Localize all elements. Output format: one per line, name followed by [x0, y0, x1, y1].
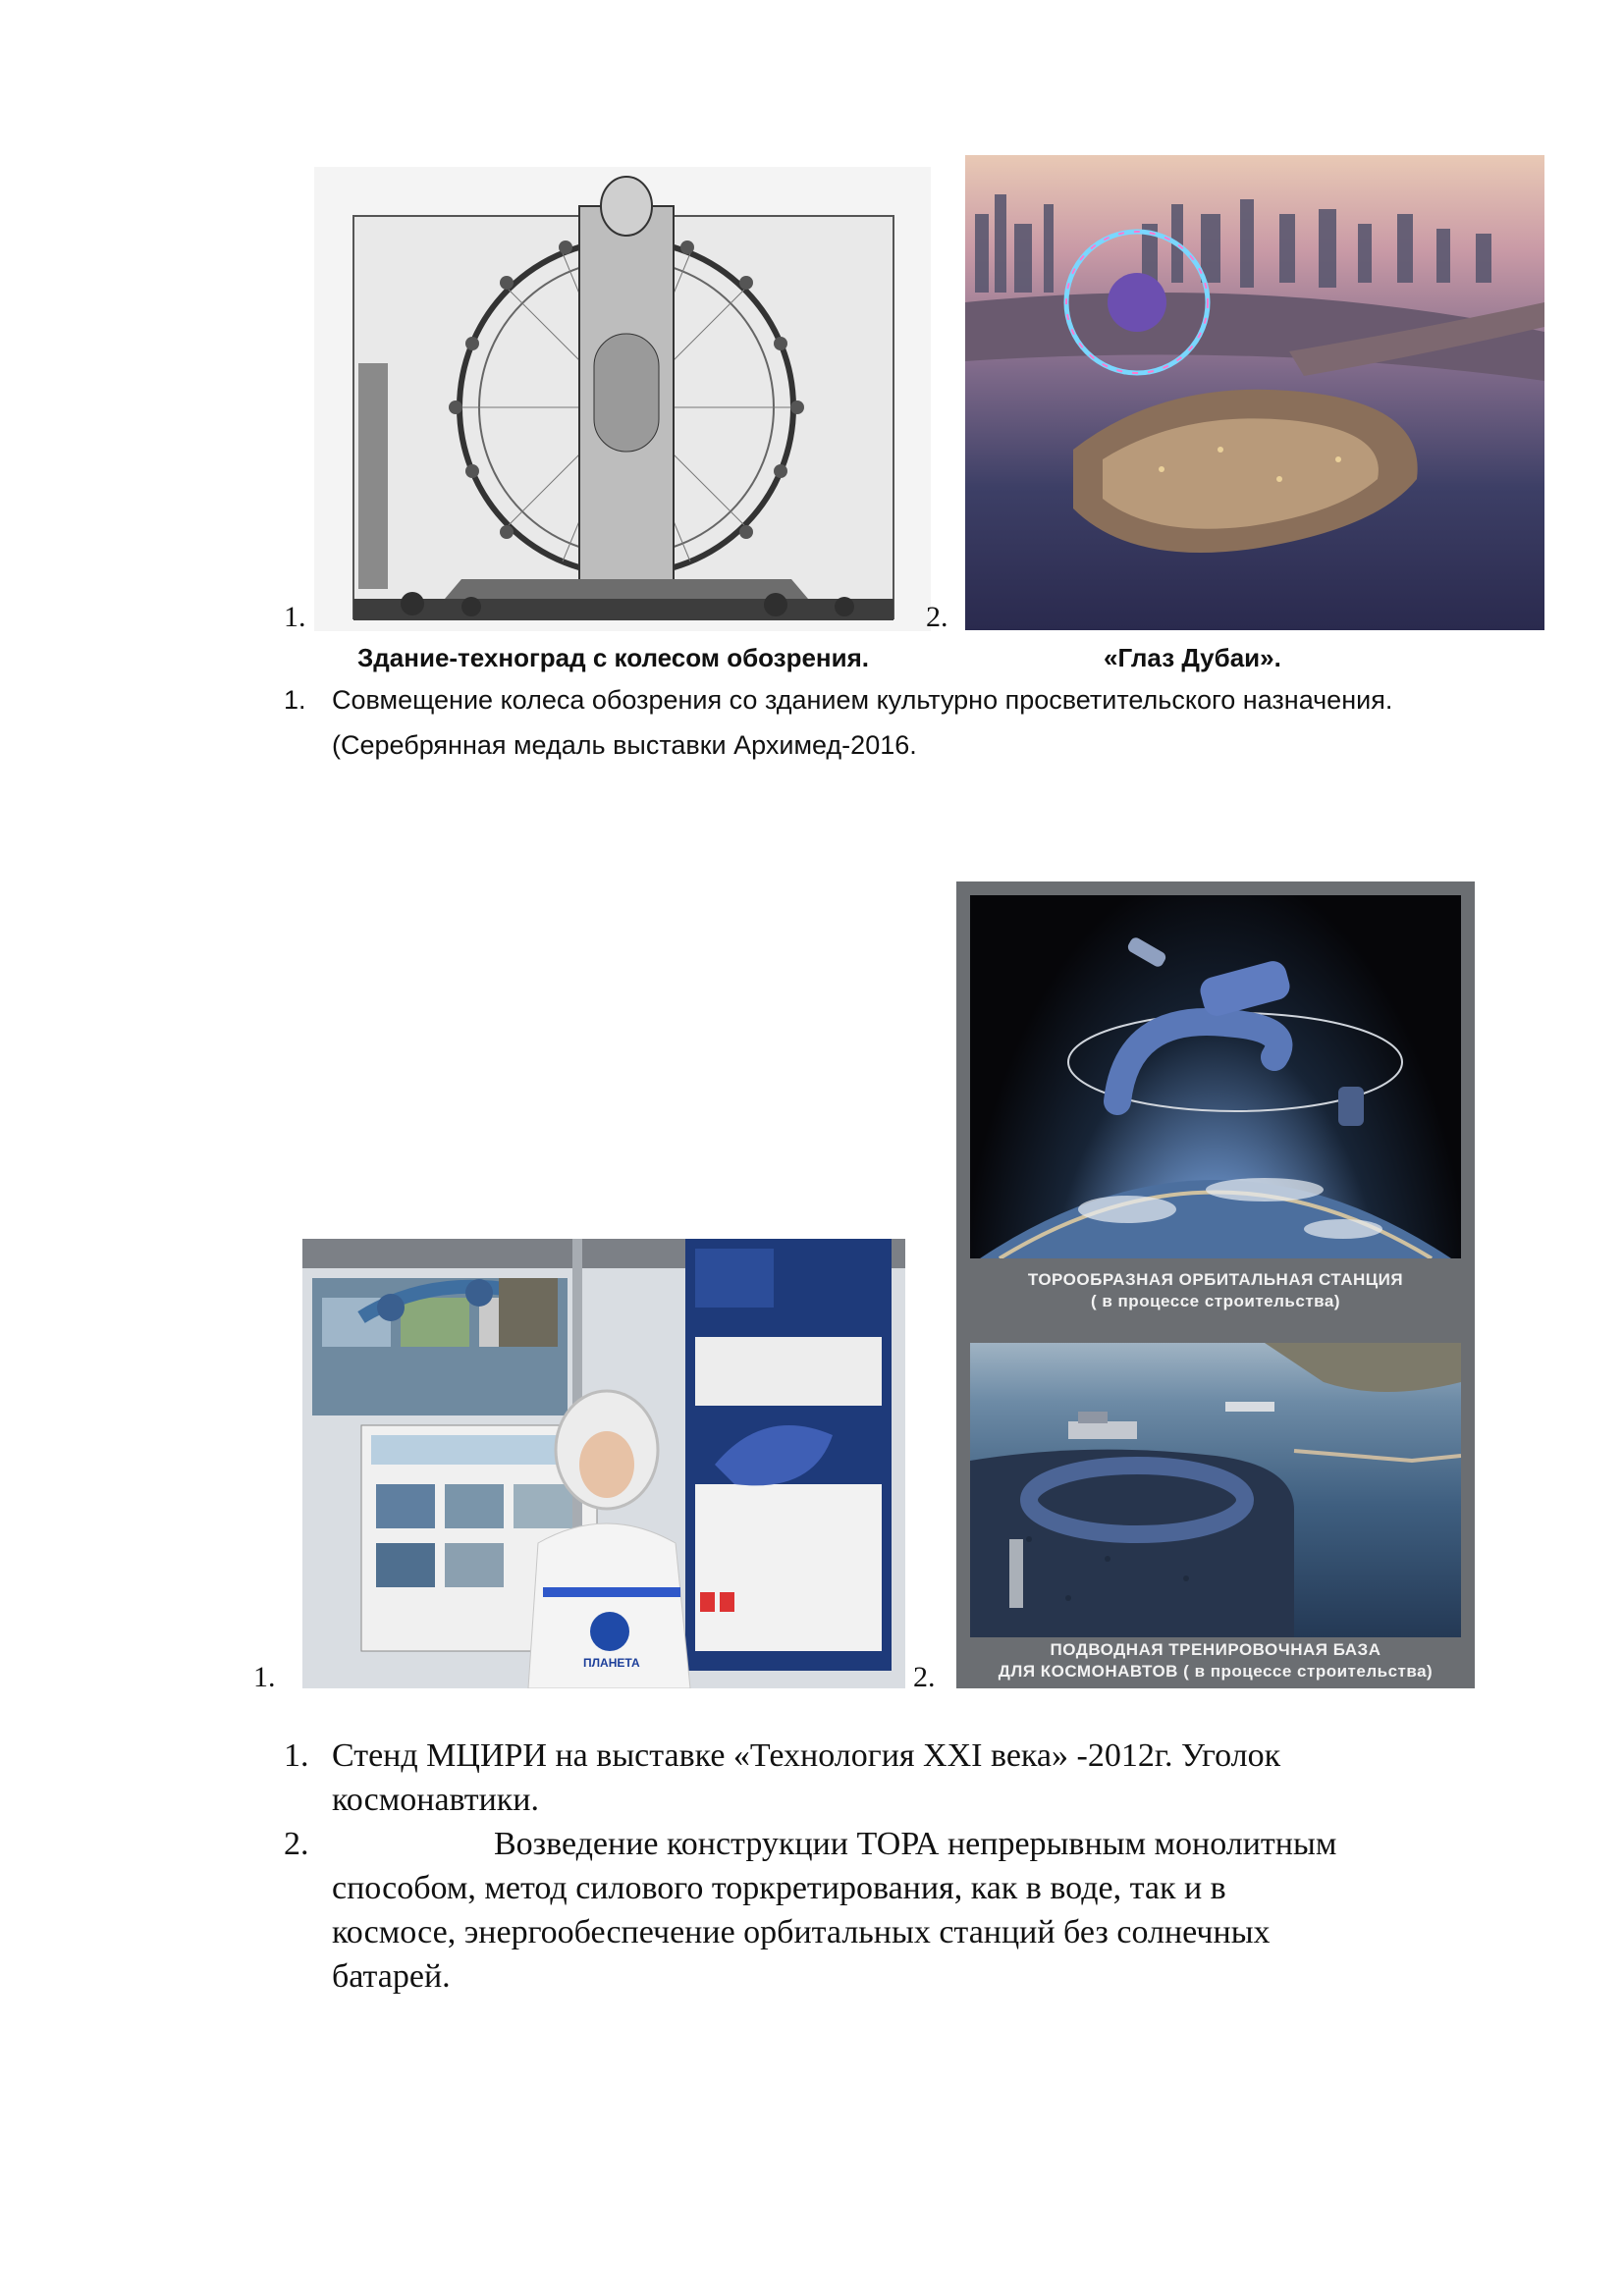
exhibition-stand-photo — [302, 1239, 905, 1688]
figure-number-1: 1. — [284, 601, 306, 633]
figure-number-2b: 2. — [913, 1661, 936, 1693]
poster-space-panel — [970, 895, 1461, 1258]
list2-item2-line2: способом, метод силового торкретирования, как в воде, так и в — [332, 1870, 1226, 1906]
list2-item2-line3: космосе, энергообеспечение орбитальных станций без солнечных — [332, 1914, 1271, 1950]
poster-caption-bottom — [970, 1639, 1461, 1682]
list2-item2-line1: Возведение конструкции ТОРА непрерывным монолитным — [494, 1826, 1337, 1862]
caption-technograd: Здание-техноград с колесом обозрения. — [357, 643, 870, 672]
poster-caption-top — [970, 1269, 1461, 1312]
list2-item2-line4: батарей. — [332, 1958, 451, 1995]
list1-line2: (Серебрянная медаль выставки Архимед-2016. — [332, 730, 917, 760]
list2-item2-marker: 2. — [284, 1826, 309, 1862]
torus-station-poster — [956, 881, 1475, 1688]
list2-item1-line1: Стенд МЦИРИ на выставке «Технология XXI века» -2012г. Уголок — [332, 1737, 1281, 1774]
dubai-eye-photo — [965, 155, 1544, 630]
figure-number-2: 2. — [926, 601, 948, 633]
poster-caption-top-line2: ( в процессе строительства) — [1090, 1292, 1340, 1310]
poster-caption-bottom-line2: ДЛЯ КОСМОНАВТОВ ( в процессе строительства) — [998, 1662, 1434, 1681]
figure-number-1b: 1. — [253, 1661, 276, 1693]
list2-item1-marker: 1. — [284, 1737, 309, 1774]
list2-item1-line2: космонавтики. — [332, 1782, 540, 1818]
list1-marker: 1. — [284, 685, 306, 715]
technograd-drawing — [314, 167, 931, 631]
poster-caption-bottom-line1: ПОДВОДНАЯ ТРЕНИРОВОЧНАЯ БАЗА — [1050, 1640, 1381, 1659]
list1-line1: Совмещение колеса обозрения со зданием культурно просветительского назначения. — [332, 685, 1393, 715]
poster-sea-panel — [970, 1343, 1461, 1637]
caption-dubai-eye: «Глаз Дубаи». — [1104, 643, 1281, 672]
poster-caption-top-line1: ТОРООБРАЗНАЯ ОРБИТАЛЬНАЯ СТАНЦИЯ — [1027, 1270, 1404, 1289]
suit-badge-label: ПЛАНЕТА — [583, 1656, 640, 1670]
